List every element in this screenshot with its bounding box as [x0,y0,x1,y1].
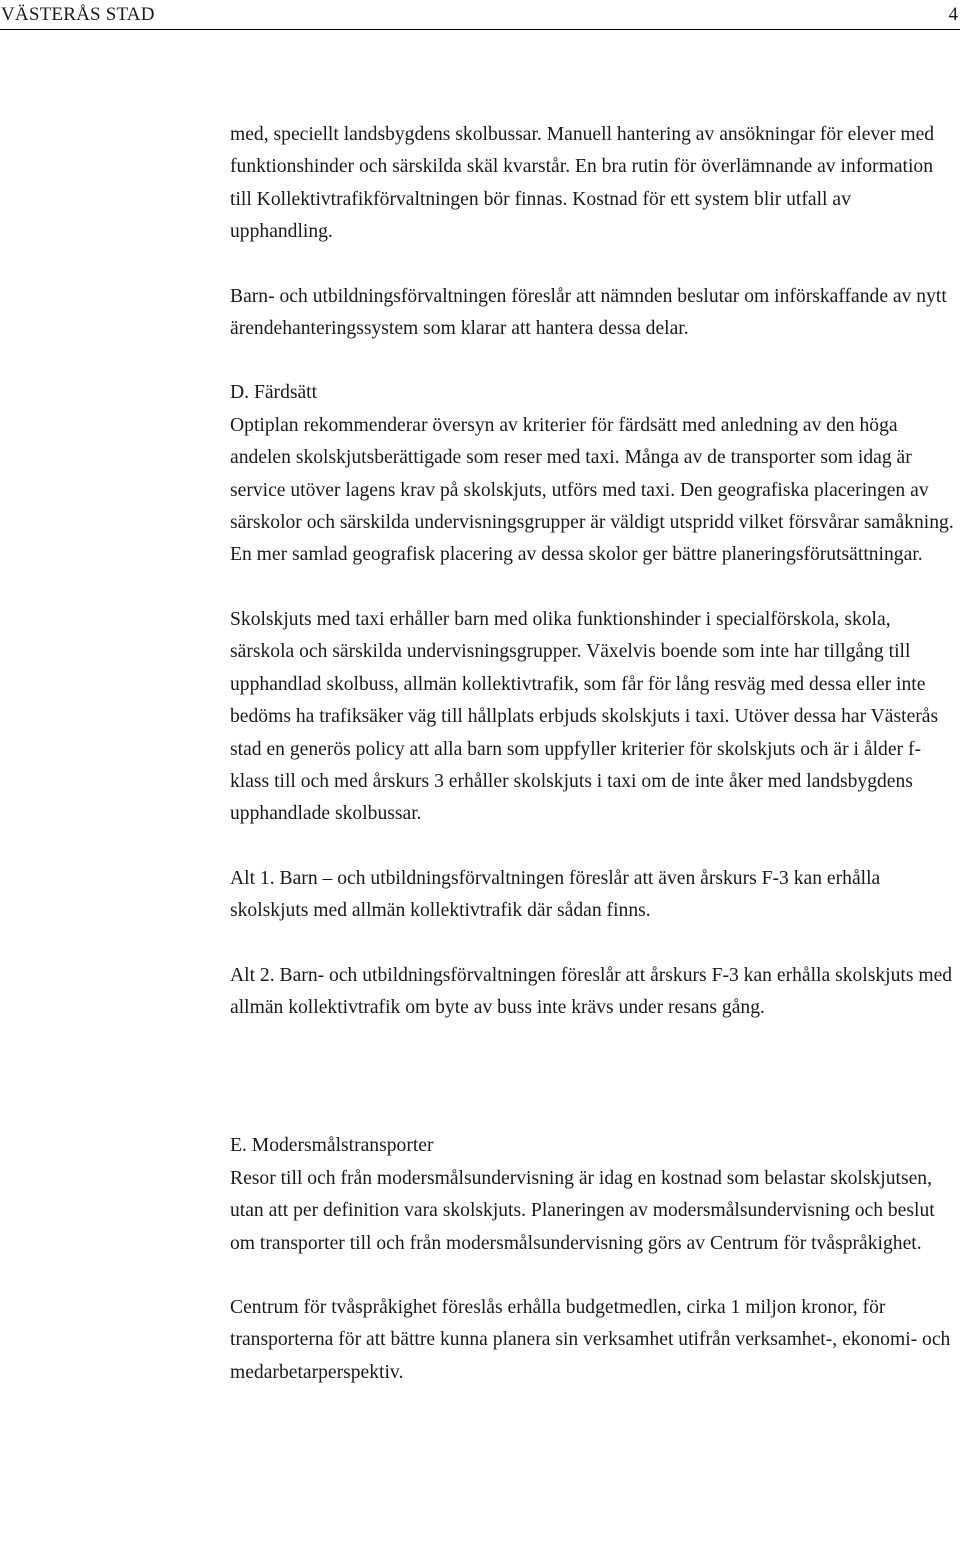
paragraph-case-system-proposal: Barn- och utbildningsförvaltningen föreslår att nämnden beslutar om införskaffande av nytt ärendehanteringssystem som klarar att hantera dessa delar. [230,285,947,340]
section-heading-d: D. Färdsätt [230,382,318,404]
paragraph-system-cost: med, speciellt landsbygdens skolbussar. Manuell hantering av ansökningar för elever med funktionshinder och särskilda skäl kvarstår. En bra rutin för överlämnande av information till Kollektivtrafikförvaltningen bör finnas. Kostnad för ett system blir utfall av upphandling. [230,124,935,243]
page-number: 4 [948,4,958,25]
paragraph-alternative-2: Alt 2. Barn- och utbildningsförvaltningen föreslår att årskurs F-3 kan erhålla skolskjuts med allmän kollektivtrafik om byte av buss inte krävs under resans gång. [230,964,953,1018]
page-header [0,0,960,30]
paragraph-mother-tongue: Resor till och från modersmålsundervisning är idag en kostnad som belastar skolskjutsen, utan att per definition vara skolskjuts. Planeringen av modersmålsundervisning och beslut om transporter till och från modersmålsundervisning görs av Centrum för tvåspråkighet. [230,1167,935,1254]
paragraph-budget-proposal: Centrum för tvåspråkighet föreslås erhålla budgetmedlen, cirka 1 miljon kronor, för transporterna för att bättre kunna planera sin verksamhet utifrån verksamhet-, ekonomi- och medarbetarperspektiv. [230,1296,951,1383]
organization-name: VÄSTERÅS STAD [1,4,155,25]
document-body [230,119,958,1389]
section-heading-e: E. Modersmålstransporter [230,1135,434,1157]
header-divider [0,29,960,30]
paragraph-taxi-transport: Skolskjuts med taxi erhåller barn med olika funktionshinder i specialförskola, skola, särskola och särskilda undervisningsgrupper. Växelvis boende som inte har tillgång till upphandlad skolbuss, allmän kollektivtrafik, som får för lång resväg med dessa eller inte bedöms ha trafiksäker väg till hållplats erbjuds skolskjuts i taxi. Utöver dessa har Västerås stad en generös policy att alla barn som uppfyller kriterier för skolskjuts och är i ålder f-klass till och med årskurs 3 erhåller skolskjuts i taxi om de inte åker med landsbygdens upphandlade skolbussar. [230,608,939,825]
paragraph-alternative-1: Alt 1. Barn – och utbildningsförvaltningen föreslår att även årskurs F-3 kan erhålla skolskjuts med allmän kollektivtrafik där sådan finns. [230,867,881,922]
paragraph-optiplan: Optiplan rekommenderar översyn av kriterier för färdsätt med anledning av den höga andelen skolskjutsberättigade som reser med taxi. Många av de transporter som idag är service utöver lagens krav på skolskjuts, utförs med taxi. Den geografiska placeringen av särskolor och särskilda undervisningsgrupper är väldigt utspridd vilket försvårar samåkning. En mer samlad geografisk placering av dessa skolor ger bättre planeringsförutsättningar. [230,414,954,566]
section-spacer [230,1024,958,1130]
